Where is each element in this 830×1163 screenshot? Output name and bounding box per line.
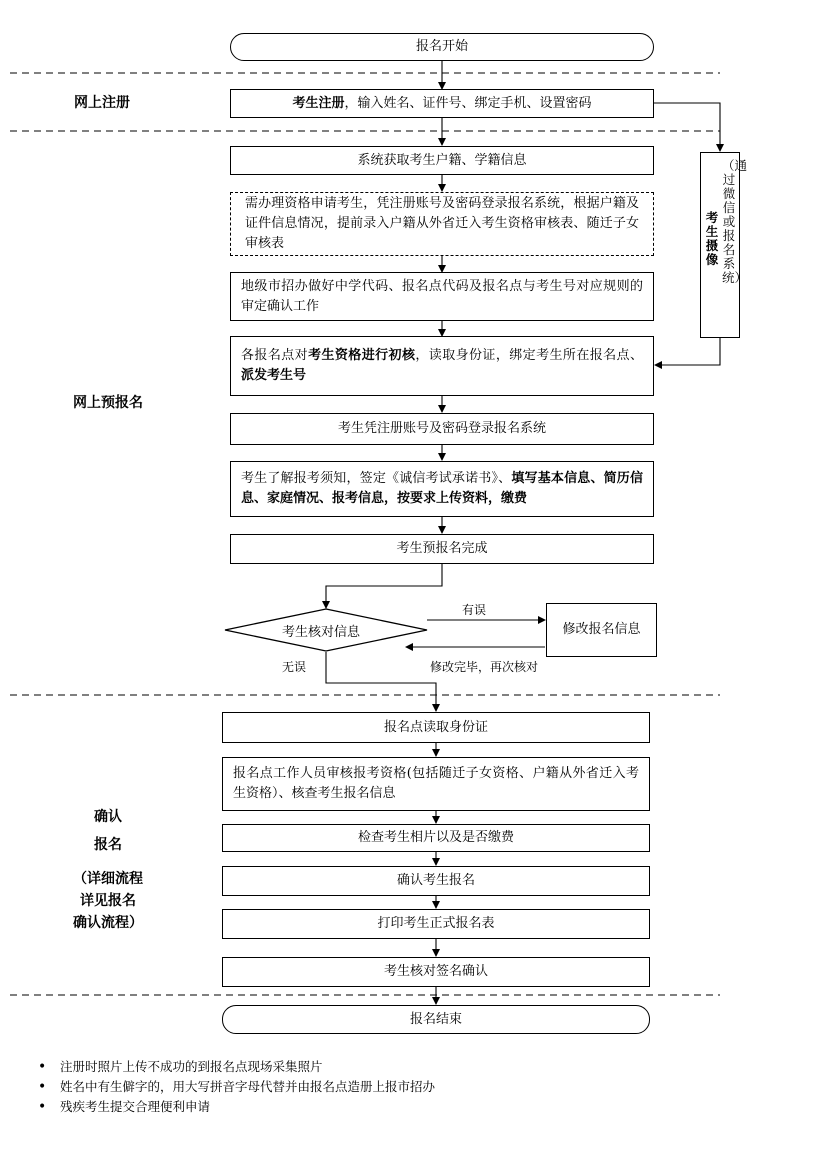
end-terminal: 报名结束 <box>222 1005 650 1034</box>
step-register <box>230 89 654 118</box>
connector-arrow <box>654 103 720 151</box>
step-print: 打印考生正式报名表 <box>222 909 650 939</box>
step-register-text: ，输入姓名、证件号、绑定手机、设置密码 <box>344 95 592 111</box>
notes-list <box>38 1057 435 1117</box>
step-prereg-done: 考生预报名完成 <box>230 534 654 564</box>
section-confirm-line: 报名 <box>94 837 122 853</box>
label-no-error: 无误 <box>282 660 307 674</box>
step-city-office: 地级市招办做好中学代码、报名点代码及报名点与考生号对应规则的审定确认工作 <box>230 272 654 321</box>
step-sign: 考生核对签名确认 <box>222 957 650 987</box>
connector-arrow <box>326 652 436 711</box>
step-site-bold: 考生资格进行初核 <box>308 348 416 363</box>
step-site-text: 各报名点对 <box>241 348 309 363</box>
step-site-text: ，读取身份证，绑定考生所在报名点、 <box>415 348 643 363</box>
step-photo-fee: 检查考生相片以及是否缴费 <box>222 824 650 852</box>
step-site-bold: 派发考生号 <box>241 368 307 383</box>
label-recheck: 修改完毕，再次核对 <box>430 660 539 674</box>
decision-label: 考生核对信息 <box>282 625 361 640</box>
note-item: • 残疾考生提交合理便利申请 <box>38 1097 435 1117</box>
note-item: • 姓名中有生僻字的，用大写拼音字母代替并由报名点造册上报市招办 <box>38 1077 435 1097</box>
step-read-id: 报名点读取身份证 <box>222 712 650 743</box>
start-terminal: 报名开始 <box>230 33 654 61</box>
section-online-prereg: 网上预报名 <box>73 395 143 411</box>
step-site-initial-check <box>230 336 654 396</box>
step-fill-text: 考生了解报考须知，签定《诚信考试承诺书》、 <box>241 471 512 486</box>
step-qualification: 需办理资格申请考生，凭注册账号及密码登录报名系统，根据户籍及证件信息情况，提前录入户籍从外省迁入考生资格审核表、随迁子女审核表 <box>230 192 654 256</box>
side-box-photo <box>700 152 748 338</box>
section-confirm-line: （详细流程 <box>73 871 143 887</box>
step-staff-review: 报名点工作人员审核报考资格(包括随迁子女资格、户籍从外省迁入考生资格）、核查考生报名信息 <box>222 757 650 811</box>
section-confirm <box>48 806 168 934</box>
step-register-bold: 考生注册 <box>292 95 345 111</box>
label-has-error: 有误 <box>462 603 487 617</box>
section-online-register: 网上注册 <box>74 95 130 111</box>
step-fill-info <box>230 461 654 517</box>
step-confirm: 确认考生报名 <box>222 866 650 896</box>
connector-arrow <box>326 563 442 608</box>
side-box-title: 考生摄像 <box>705 210 719 267</box>
connector-arrow <box>655 338 720 365</box>
note-item: • 注册时照片上传不成功的到报名点现场采集照片 <box>38 1057 435 1077</box>
step-fill-bold: 填写基本信息、简历信息、家庭情况、报考信息，按要求上传资料，缴费 <box>241 471 643 506</box>
section-confirm-line: 确认流程） <box>73 915 143 931</box>
step-login: 考生凭注册账号及密码登录报名系统 <box>230 413 654 445</box>
section-confirm-line: 确认 <box>94 809 122 825</box>
side-box-note: （通过微信或报名系统） <box>722 158 748 285</box>
step-system-get: 系统获取考生户籍、学籍信息 <box>230 146 654 175</box>
step-modify: 修改报名信息 <box>546 603 657 657</box>
section-confirm-line: 详见报名 <box>80 893 136 909</box>
